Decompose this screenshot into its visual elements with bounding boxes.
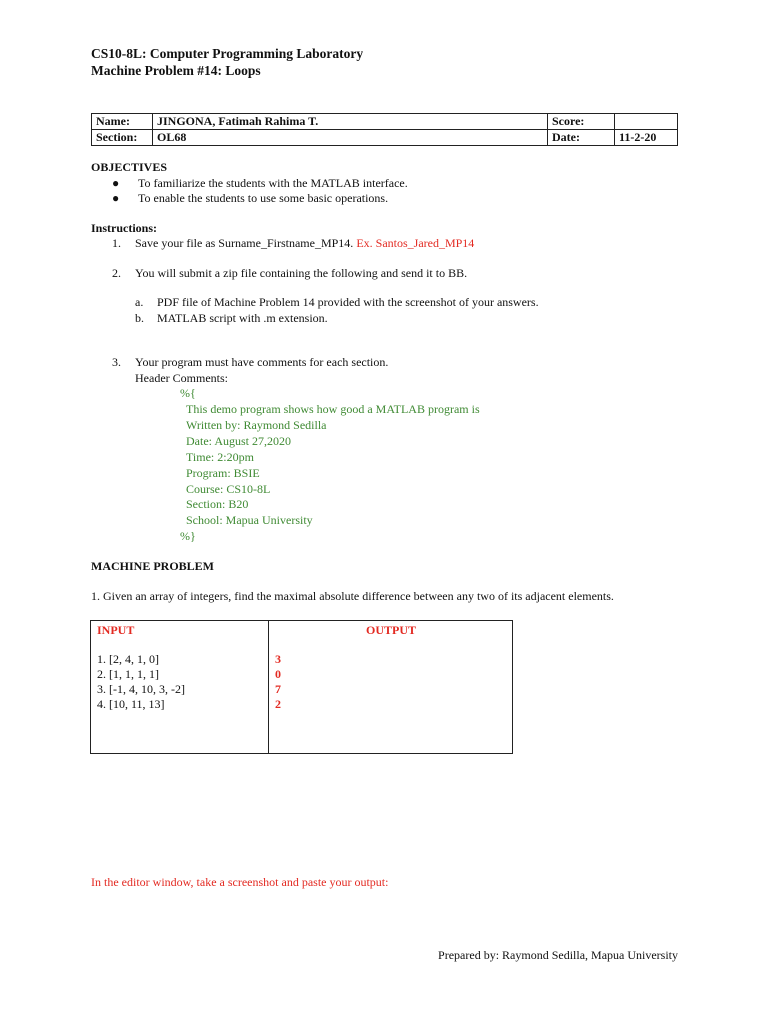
step-3-text: Your program must have comments for each section.: [135, 355, 389, 369]
output-heading: OUTPUT: [366, 623, 417, 637]
bullet-icon: ●: [112, 176, 120, 190]
output-item: 2: [275, 697, 281, 711]
comment-line: Time: 2:20pm: [186, 449, 254, 464]
prepared-by: Prepared by: Raymond Sedilla, Mapua University: [438, 948, 678, 962]
output-item: 7: [275, 682, 281, 696]
input-item: 2. [1, 1, 1, 1]: [97, 667, 159, 681]
comment-line: School: Mapua University: [186, 513, 313, 528]
input-output-table: [90, 620, 513, 754]
editor-note: In the editor window, take a screenshot and paste your output:: [91, 875, 389, 889]
info-row-section: [92, 130, 678, 146]
objectives-heading: OBJECTIVES: [91, 160, 168, 174]
name-value: JINGONA, Fatimah Rahima T.: [153, 114, 548, 130]
input-item: 4. [10, 11, 13]: [97, 697, 165, 711]
comment-line: Written by: Raymond Sedilla: [186, 417, 327, 432]
objective-item: ● To familiarize the students with the MATLAB interface.: [112, 176, 408, 190]
step-1-text: Save your file as Surname_Firstname_MP14. Ex. Santos_Jared_MP14: [135, 236, 475, 250]
machine-problem-question: 1. Given an array of integers, find the maximal absolute difference between any two of its adjacent elements.: [91, 589, 614, 603]
sub-a-text: PDF file of Machine Problem 14 provided with the screenshot of your answers.: [157, 295, 539, 309]
input-heading: INPUT: [97, 623, 135, 637]
step-1-number: 1.: [112, 236, 121, 250]
step-2-number: 2.: [112, 266, 121, 280]
objective-item: ● To enable the students to use some basic operations.: [112, 191, 389, 205]
section-label: Section:: [92, 130, 153, 146]
score-value: [615, 114, 678, 130]
score-label: Score:: [548, 114, 615, 130]
comment-open: %{: [180, 386, 196, 400]
course-title: CS10-8L: Computer Programming Laboratory: [91, 46, 364, 61]
comment-line: Section: B20: [186, 497, 249, 512]
info-row-name: [92, 114, 678, 130]
problem-title: Machine Problem #14: Loops: [91, 63, 261, 78]
comment-block: [186, 402, 480, 529]
date-value: 11-2-20: [615, 130, 678, 146]
step-1-example: Ex. Santos_Jared_MP14: [356, 236, 475, 250]
input-item: 1. [2, 4, 1, 0]: [97, 652, 159, 666]
output-item: 0: [275, 667, 281, 681]
header-comments-label: Header Comments:: [135, 371, 228, 385]
table-divider: [268, 621, 269, 753]
comment-line: Program: BSIE: [186, 465, 260, 480]
comment-line: Course: CS10-8L: [186, 481, 271, 496]
step-3-number: 3.: [112, 355, 121, 369]
input-item: 3. [-1, 4, 10, 3, -2]: [97, 682, 185, 696]
comment-line: Date: August 27,2020: [186, 433, 291, 448]
output-item: 3: [275, 652, 281, 666]
output-list: [275, 652, 281, 712]
sub-b-text: MATLAB script with .m extension.: [157, 311, 328, 325]
step-2-text: You will submit a zip file containing the following and send it to BB.: [135, 266, 468, 280]
comment-line: This demo program shows how good a MATLAB program is: [186, 402, 480, 416]
instructions-heading: Instructions:: [91, 221, 158, 235]
name-label: Name:: [92, 114, 153, 130]
sub-b-label: b.: [135, 311, 144, 325]
student-info-table: [91, 113, 678, 146]
machine-problem-heading: MACHINE PROBLEM: [91, 559, 214, 573]
bullet-icon: ●: [112, 191, 120, 205]
input-list: [97, 652, 185, 712]
date-label: Date:: [548, 130, 615, 146]
section-value: OL68: [153, 130, 548, 146]
sub-a-label: a.: [135, 295, 144, 309]
comment-close: %}: [180, 529, 196, 543]
